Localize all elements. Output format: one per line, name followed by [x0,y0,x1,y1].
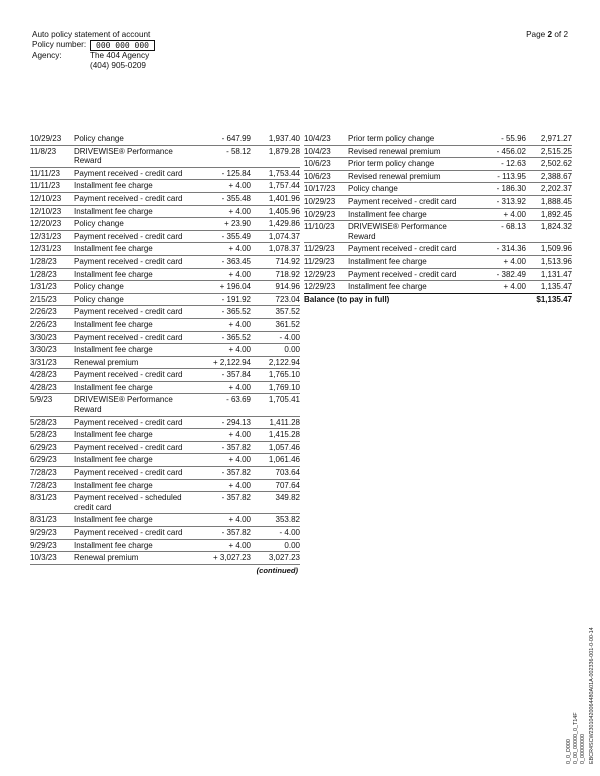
running-balance: 1,415.28 [268,430,300,440]
transaction-description: Revised renewal premium [348,171,441,181]
transaction-row [304,269,572,282]
transaction-description: Policy change [74,282,124,292]
running-balance: 1,078.37 [268,244,300,254]
transaction-description: Installment fee charge [74,319,153,329]
transaction-description: Payment received - credit card [74,528,183,537]
transaction-date: 12/20/23 [30,219,62,229]
transaction-row [304,158,572,171]
transaction-date: 1/31/23 [30,282,57,292]
transaction-date: 11/29/23 [304,244,335,254]
transaction-amount: - 12.63 [501,159,526,169]
footer-codes-svg [566,556,596,768]
transaction-description: Payment received - credit card [74,468,183,478]
transaction-amount: - 357.82 [221,493,251,503]
transaction-date: 3/31/23 [30,357,57,367]
transaction-date: 12/29/23 [304,269,336,279]
transaction-description: Payment received - credit card [74,332,183,342]
transaction-amount: + 4.00 [228,540,251,550]
running-balance: 1,769.10 [268,382,300,392]
transaction-date: 11/11/23 [30,168,60,178]
transaction-row [30,281,300,294]
transaction-description: Renewal premium [74,553,139,563]
footer-code-2: 0_0_D000 [566,739,572,764]
policy-number-value: 000 000 000 [90,40,155,51]
transaction-date: 12/10/23 [30,206,62,216]
transaction-amount: + 196.04 [219,282,251,292]
running-balance: 1,131.47 [540,269,572,279]
transaction-amount: - 647.99 [221,134,251,143]
transaction-description: Renewal premium [74,357,139,367]
running-balance: 1,429.86 [268,219,300,229]
transaction-row [304,243,572,256]
running-balance: 1,824.32 [540,222,572,232]
running-balance: 1,892.45 [540,209,572,219]
transaction-row [30,527,300,540]
statement-title: Auto policy statement of account [32,30,151,39]
running-balance: 2,122.94 [268,357,300,367]
running-balance: 1,057.46 [268,442,300,452]
transaction-description: Installment fee charge [74,455,153,465]
transaction-amount: - 55.96 [501,134,526,143]
transaction-row [30,369,300,382]
running-balance: 718.92 [275,269,300,279]
left-transactions-column [30,133,300,575]
transaction-description: Installment fee charge [74,430,153,440]
running-balance: 703.64 [275,468,300,478]
running-balance: 1,513.96 [540,256,572,266]
page-number [526,30,568,39]
transaction-row [304,209,572,222]
transaction-date: 10/29/23 [30,134,62,143]
page-current: 2 [547,30,553,39]
transaction-description: Payment received - credit card [74,370,183,380]
transaction-row [30,231,300,244]
running-balance: 2,515.25 [540,146,572,156]
agency-name: The 404 Agency [90,51,150,60]
transaction-description: Policy change [348,184,398,194]
transaction-date: 11/10/23 [304,222,335,232]
transaction-description: Payment received - credit card [74,442,183,452]
transaction-amount: + 4.00 [228,206,251,216]
transaction-description: Installment fee charge [348,256,427,266]
transaction-description: Installment fee charge [74,269,153,279]
transaction-date: 12/10/23 [30,193,62,203]
running-balance: 1,061.46 [268,455,300,465]
transaction-row [30,454,300,467]
transaction-date: 7/28/23 [30,480,57,490]
transaction-amount: - 294.13 [221,417,251,427]
transaction-description: Payment received - credit card [74,417,183,427]
transaction-amount: + 23.90 [224,219,251,229]
transaction-description: Policy change [74,134,124,143]
transaction-date: 7/28/23 [30,468,57,478]
transaction-amount: - 382.49 [496,269,526,279]
transaction-row [304,133,572,146]
transaction-row [304,183,572,196]
transaction-description: Policy change [74,294,124,304]
running-balance: 1,888.45 [540,196,572,206]
transaction-date: 4/28/23 [30,382,57,392]
running-balance: 707.64 [275,480,300,490]
transaction-date: 10/6/23 [304,171,331,181]
policy-number-row [32,40,155,51]
transaction-row [30,180,300,193]
running-balance: 1,765.10 [268,370,300,380]
transaction-row [30,492,300,514]
transaction-date: 5/9/23 [30,395,53,405]
transaction-description: Payment received - credit card [74,231,183,241]
transaction-row [30,218,300,231]
transaction-amount: + 4.00 [503,282,526,292]
agency-phone: (404) 905-0209 [90,61,146,70]
transaction-amount: - 186.30 [496,184,526,194]
transaction-amount: - 357.82 [221,442,251,452]
transaction-amount: + 4.00 [228,382,251,392]
transaction-date: 11/29/23 [304,256,335,266]
running-balance: 914.96 [275,282,300,292]
transaction-row [304,196,572,209]
transaction-amount: - 314.36 [496,244,526,254]
transaction-date: 9/29/23 [30,528,57,537]
transaction-description: Revised renewal premium [348,146,441,156]
footer-code-1: EBCR4SCW23010420064480A01A-002336-001-0-00-14 [589,627,595,764]
running-balance: 2,388.67 [540,171,572,181]
transaction-amount: - 357.82 [221,528,251,537]
transaction-amount: - 365.52 [221,332,251,342]
transaction-amount: + 4.00 [228,345,251,355]
transaction-amount: - 191.92 [221,294,251,304]
running-balance: 1,401.96 [268,193,300,203]
transaction-description: Payment received - credit card [348,196,457,206]
transaction-date: 1/28/23 [30,269,57,279]
transaction-description: Payment received - scheduled credit card [74,493,182,512]
transaction-row [30,243,300,256]
transaction-description: Installment fee charge [74,382,153,392]
transaction-description: Installment fee charge [74,206,153,216]
transaction-description: Installment fee charge [74,515,153,525]
statement-header [32,30,155,71]
right-transactions-column [304,133,572,304]
transaction-row [30,332,300,345]
transaction-amount: - 113.95 [497,171,526,181]
transaction-description: Installment fee charge [74,480,153,490]
transaction-amount: + 4.00 [228,244,251,254]
transaction-description: Installment fee charge [74,181,153,191]
transaction-row [30,319,300,332]
transaction-row [30,467,300,480]
transaction-date: 10/6/23 [304,159,331,169]
transaction-amount: - 313.92 [496,196,526,206]
transaction-amount: + 4.00 [228,515,251,525]
transaction-amount: + 4.00 [228,319,251,329]
transaction-amount: - 357.84 [221,370,251,380]
running-balance: 1,405.96 [268,206,300,216]
running-balance: 714.92 [275,256,300,266]
transaction-amount: - 68.13 [501,222,526,232]
running-balance: 1,509.96 [540,244,572,254]
transaction-amount: - 355.48 [221,193,251,203]
running-balance: 2,202.37 [540,184,572,194]
transaction-date: 10/17/23 [304,184,336,194]
transaction-row [30,514,300,527]
transaction-date: 5/28/23 [30,417,57,427]
transaction-row [304,146,572,159]
transaction-row [30,269,300,282]
transaction-amount: + 4.00 [228,181,251,191]
transaction-row [30,193,300,206]
transaction-description: Policy change [74,219,124,229]
transaction-description: DRIVEWISE® Performance Reward [348,222,447,241]
running-balance: - 4.00 [279,528,300,537]
transaction-description: Prior term policy change [348,159,435,169]
transaction-description: Installment fee charge [74,540,153,550]
transaction-row [30,133,300,146]
transaction-amount: - 357.82 [221,468,251,478]
running-balance: 1,074.37 [268,231,300,241]
running-balance: 2,971.27 [540,134,572,143]
transaction-date: 12/31/23 [30,244,62,254]
balance-label: Balance (to pay in full) [304,294,390,304]
transaction-amount: - 58.12 [226,146,251,156]
transaction-amount: + 4.00 [228,455,251,465]
page-suffix: of 2 [552,30,568,39]
running-balance: 723.04 [275,294,300,304]
transaction-amount: + 4.00 [228,269,251,279]
transaction-amount: + 4.00 [503,256,526,266]
transaction-date: 11/11/23 [30,181,60,191]
running-balance: 1,411.28 [269,417,300,427]
transaction-date: 12/31/23 [30,231,62,241]
transaction-date: 10/29/23 [304,209,336,219]
transaction-date: 3/30/23 [30,345,57,355]
running-balance: - 4.00 [279,332,300,342]
transaction-row [30,442,300,455]
transaction-amount: + 2,122.94 [212,357,251,367]
transaction-date: 11/8/23 [30,146,57,156]
transaction-description: Installment fee charge [348,282,427,292]
transaction-row [30,429,300,442]
transaction-date: 5/28/23 [30,430,57,440]
running-balance: 0.00 [284,345,300,355]
transaction-description: Installment fee charge [74,244,153,254]
transaction-amount: - 456.02 [496,146,526,156]
transaction-row [304,256,572,269]
running-balance: 0.00 [284,540,300,550]
page-prefix: Page [526,30,548,39]
transaction-date: 6/29/23 [30,455,57,465]
transaction-date: 8/31/23 [30,493,57,503]
transaction-row [304,221,572,243]
transaction-row [30,294,300,307]
transaction-description: Payment received - credit card [74,307,183,317]
transaction-date: 3/30/23 [30,332,57,342]
transaction-row [304,171,572,184]
transaction-date: 10/4/23 [304,134,331,143]
transaction-date: 2/15/23 [30,294,57,304]
transaction-date: 9/29/23 [30,540,57,550]
transaction-date: 4/28/23 [30,370,57,380]
running-balance: 1,937.40 [268,134,300,143]
transaction-row [30,256,300,269]
transaction-row [30,206,300,219]
transaction-row [30,344,300,357]
transaction-date: 8/31/23 [30,515,57,525]
footer-codes [566,556,596,768]
transaction-amount: + 3,027.23 [212,553,251,563]
transaction-row [30,552,300,565]
running-balance: 1,705.41 [268,395,300,405]
transaction-date: 1/28/23 [30,256,57,266]
balance-total-row [304,293,572,304]
agency-label: Agency: [32,51,62,60]
running-balance: 3,027.23 [268,553,300,563]
transaction-date: 2/26/23 [30,307,57,317]
running-balance: 1,757.44 [268,181,300,191]
transaction-description: Payment received - credit card [348,244,457,254]
transaction-description: Payment received - credit card [74,193,183,203]
transaction-row [30,306,300,319]
running-balance: 1,753.44 [268,168,300,178]
transaction-amount: - 63.69 [226,395,251,405]
transaction-row [30,417,300,430]
transaction-date: 6/29/23 [30,442,57,452]
running-balance: 349.82 [275,493,300,503]
transaction-amount: + 4.00 [228,430,251,440]
continued-label: (continued) [256,565,298,575]
agency-phone-spacer [32,61,90,71]
transaction-row [30,540,300,553]
agency-row [32,51,155,61]
transaction-amount: + 4.00 [228,480,251,490]
transaction-date: 12/29/23 [304,282,336,292]
balance-value: $1,135.47 [536,294,572,304]
running-balance: 353.82 [275,515,300,525]
transaction-row [30,394,300,416]
agency-phone-row [32,61,155,71]
transaction-row [30,480,300,493]
transaction-description: DRIVEWISE® Performance Reward [74,146,173,166]
transaction-row [30,146,300,168]
transaction-date: 2/26/23 [30,319,57,329]
transaction-description: Installment fee charge [74,345,153,355]
transaction-amount: - 125.84 [221,168,251,178]
transaction-amount: - 363.45 [221,256,251,266]
transaction-date: 10/3/23 [30,553,57,563]
transaction-row [30,357,300,370]
policy-number-label: Policy number: [32,40,87,49]
transaction-description: Prior term policy change [348,134,435,143]
transaction-amount: + 4.00 [503,209,526,219]
footer-code-4: 0_00000000 [580,734,586,764]
transaction-date: 10/29/23 [304,196,336,206]
transaction-description: Payment received - credit card [74,256,183,266]
transaction-amount: - 355.49 [221,231,251,241]
running-balance: 2,502.62 [540,159,572,169]
running-balance: 361.52 [275,319,300,329]
transaction-description: DRIVEWISE® Performance Reward [74,395,173,415]
transaction-description: Payment received - credit card [348,269,457,279]
running-balance: 357.52 [275,307,300,317]
transaction-date: 10/4/23 [304,146,331,156]
footer-code-3: 0_00_00000_0_T14F [573,712,579,764]
transaction-description: Payment received - credit card [74,168,183,178]
running-balance: 1,879.28 [268,146,300,156]
transaction-description: Installment fee charge [348,209,427,219]
transaction-row [30,382,300,395]
running-balance: 1,135.47 [540,282,572,292]
transaction-row [30,168,300,181]
transaction-amount: - 365.52 [221,307,251,317]
